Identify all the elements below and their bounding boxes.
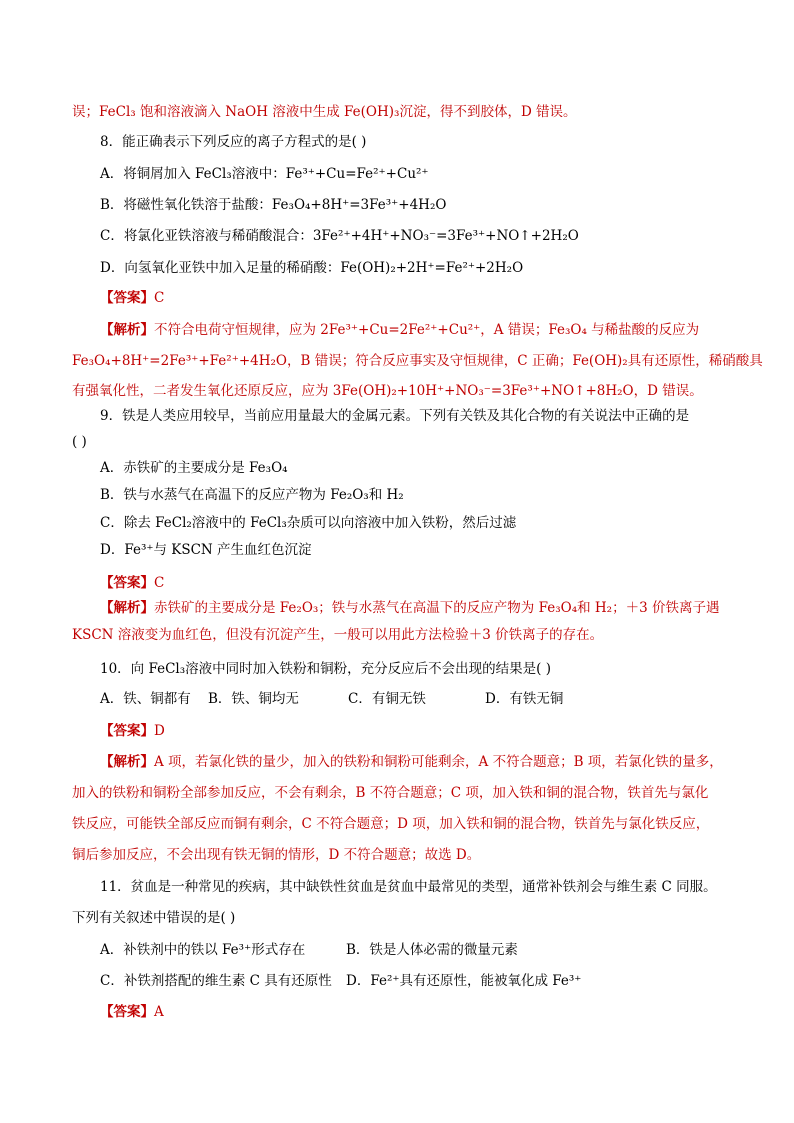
q11-option-b: B．铁是人体必需的微量元素 <box>346 942 518 958</box>
q9-option-c: C．除去 FeCl₂溶液中的 FeCl₃杂质可以向溶液中加入铁粉，然后过滤 <box>100 515 517 531</box>
analysis-tag: 【解析】 <box>100 600 154 616</box>
answer-tag: 【答案】 <box>100 290 154 306</box>
q11-option-c: C．补铁剂搭配的维生素 C 具有还原性 <box>100 973 332 989</box>
q10-option-a: A．铁、铜都有 <box>100 691 191 707</box>
answer-value: C <box>154 290 165 306</box>
q10-analysis-line-2: 加入的铁粉和铜粉全部参加反应，不会有剩余，B 不符合题意；C 项，加入铁和铜的混合物，铁首先与氯化 <box>72 785 709 801</box>
q10-answer <box>100 722 165 740</box>
q10-option-c: C．有铜无铁 <box>348 691 426 707</box>
q8-analysis-line-2: Fe₃O₄+8H⁺=2Fe³⁺+Fe²⁺+4H₂O，B 错误；符合反应事实及守恒规律，C 正确；Fe(OH)₂具有还原性，稀硝酸具 <box>72 353 763 369</box>
q10-analysis-line-3: 铁反应，可能铁全部反应而铜有剩余，C 不符合题意；D 项，加入铁和铜的混合物，铁首先与氯化铁反应， <box>72 816 710 832</box>
analysis-text: 赤铁矿的主要成分是 Fe₂O₃；铁与水蒸气在高温下的反应产物为 Fe₃O₄和 H₂；＋3 价铁离子遇 <box>154 600 720 616</box>
q11-options-row-1 <box>100 941 518 959</box>
q9-option-a: A．赤铁矿的主要成分是 Fe₃O₄ <box>100 460 288 476</box>
q9-option-d: D．Fe³⁺与 KSCN 产生血红色沉淀 <box>100 542 312 558</box>
analysis-text: A 项，若氯化铁的量少，加入的铁粉和铜粉可能剩余，A 不符合题意；B 项，若氯化铁的量多， <box>154 754 723 770</box>
q11-options-row-2 <box>100 972 581 990</box>
q9-stem-line-1: 9．铁是人类应用较早，当前应用量最大的金属元素。下列有关铁及其化合物的有关说法中正确的是 <box>100 408 690 424</box>
q10-option-b: B．铁、铜均无 <box>208 691 299 707</box>
q11-option-a: A．补铁剂中的铁以 Fe³⁺形式存在 <box>100 942 306 958</box>
q8-stem: 8．能正确表示下列反应的离子方程式的是( ) <box>100 134 367 150</box>
q8-answer <box>100 289 164 307</box>
q10-option-d: D．有铁无铜 <box>485 691 564 707</box>
analysis-tag: 【解析】 <box>100 754 154 770</box>
q11-answer <box>100 1003 164 1021</box>
q9-answer <box>100 574 164 592</box>
q10-options <box>100 690 563 708</box>
q8-analysis-line-3: 有强氧化性，二者发生氧化还原反应，应为 3Fe(OH)₂+10H⁺+NO₃⁻=3Fe³⁺+NO↑+8H₂O，D 错误。 <box>72 383 703 399</box>
q9-analysis-line-2: KSCN 溶液变为血红色，但没有沉淀产生，一般可以用此方法检验＋3 价铁离子的存在。 <box>72 627 604 643</box>
q10-stem: 10．向 FeCl₃溶液中同时加入铁粉和铜粉，充分反应后不会出现的结果是( ) <box>100 661 551 677</box>
q10-analysis-line-1 <box>100 753 723 771</box>
answer-tag: 【答案】 <box>100 575 154 591</box>
answer-value: C <box>154 575 165 591</box>
q10-analysis-line-4: 铜后参加反应，不会出现有铁无铜的情形，D 不符合题意；故选 D。 <box>72 847 481 863</box>
q11-stem-line-2: 下列有关叙述中错误的是( ) <box>72 910 236 926</box>
q11-stem-line-1: 11．贫血是一种常见的疾病，其中缺铁性贫血是贫血中最常见的类型，通常补铁剂会与维生素 C 同服。 <box>100 879 717 895</box>
q8-analysis-line-1 <box>100 321 699 339</box>
q8-option-c: C．将氯化亚铁溶液与稀硝酸混合：3Fe²⁺+4H⁺+NO₃⁻=3Fe³⁺+NO↑+2H₂O <box>100 228 579 244</box>
analysis-text: 不符合电荷守恒规律，应为 2Fe³⁺+Cu=2Fe²⁺+Cu²⁺，A 错误；Fe₃O₄ 与稀盐酸的反应为 <box>154 322 700 338</box>
q8-option-a: A．将铜屑加入 FeCl₃溶液中：Fe³⁺+Cu=Fe²⁺+Cu²⁺ <box>100 166 429 182</box>
answer-value: D <box>154 723 165 739</box>
q9-analysis-line-1 <box>100 599 719 617</box>
previous-analysis-tail: 误；FeCl₃ 饱和溶液滴入 NaOH 溶液中生成 Fe(OH)₃沉淀，得不到胶体，D 错误。 <box>72 104 577 120</box>
q8-option-d: D．向氢氧化亚铁中加入足量的稀硝酸：Fe(OH)₂+2H⁺=Fe²⁺+2H₂O <box>100 260 524 276</box>
q8-option-b: B．将磁性氧化铁溶于盐酸：Fe₃O₄+8H⁺=3Fe³⁺+4H₂O <box>100 197 447 213</box>
analysis-tag: 【解析】 <box>100 322 154 338</box>
answer-value: A <box>154 1004 164 1020</box>
q9-option-b: B．铁与水蒸气在高温下的反应产物为 Fe₂O₃和 H₂ <box>100 487 404 503</box>
q9-stem-line-2: ( ) <box>72 434 87 450</box>
answer-tag: 【答案】 <box>100 723 154 739</box>
answer-tag: 【答案】 <box>100 1004 154 1020</box>
q11-option-d: D．Fe²⁺具有还原性，能被氧化成 Fe³⁺ <box>346 973 582 989</box>
